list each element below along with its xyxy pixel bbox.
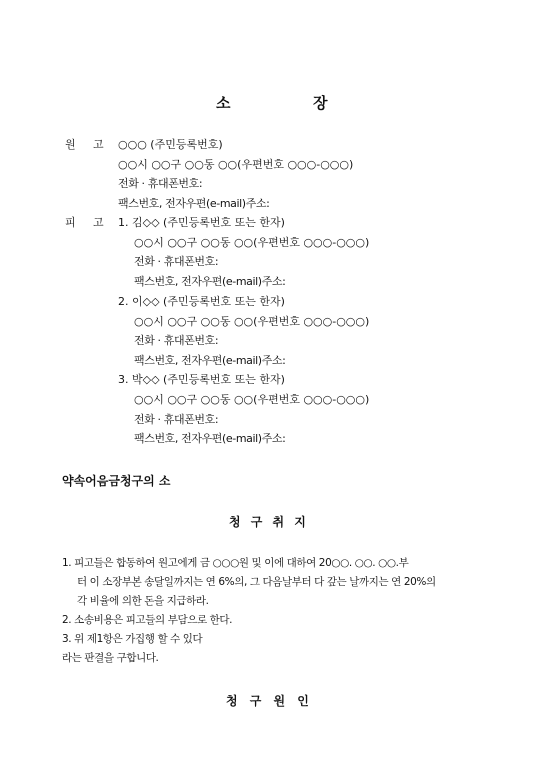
plaintiff-phone: 전화 · 휴대폰번호:: [118, 177, 203, 190]
case-name: 약속어음금청구의 소: [62, 474, 171, 488]
defendant-3-name: 3. 박◇◇ (주민등록번호 또는 한자): [118, 373, 285, 386]
title-char-jang: 장: [313, 94, 328, 112]
claim-purpose-line-6: 라는 판결을 구합니다.: [62, 652, 159, 664]
claim-purpose-line-3: 각 비율에 의한 돈을 지급하라.: [77, 595, 209, 607]
plaintiff-address: ○○시 ○○구 ○○동 ○○(우편번호 ○○○-○○○): [118, 158, 354, 171]
plaintiff-name: ○○○ (주민등록번호): [118, 138, 223, 151]
defendant-2-phone: 전화 · 휴대폰번호:: [134, 334, 219, 347]
claim-purpose-heading: 청 구 취 지: [229, 515, 306, 529]
defendant-label-1: 피: [65, 216, 76, 229]
claim-cause-heading: 청 구 원 인: [226, 694, 309, 708]
defendant-1-name: 1. 김◇◇ (주민등록번호 또는 한자): [118, 216, 285, 229]
defendant-2-name: 2. 이◇◇ (주민등록번호 또는 한자): [118, 295, 285, 308]
defendant-label-2: 고: [93, 216, 104, 229]
plaintiff-label-1: 원: [65, 138, 76, 151]
plaintiff-label-2: 고: [93, 138, 104, 151]
defendant-1-address: ○○시 ○○구 ○○동 ○○(우편번호 ○○○-○○○): [134, 236, 370, 249]
defendant-2-fax-email: 팩스번호, 전자우편(e-mail)주소:: [134, 354, 286, 367]
defendant-3-fax-email: 팩스번호, 전자우편(e-mail)주소:: [134, 432, 286, 445]
title-char-so: 소: [216, 94, 231, 112]
defendant-3-phone: 전화 · 휴대폰번호:: [134, 413, 219, 426]
claim-purpose-line-1: 1. 피고들은 합동하여 원고에게 금 ○○○원 및 이에 대하여 20○○. ○○. ○○.부: [62, 557, 409, 569]
claim-purpose-line-5: 3. 위 제1항은 가집행 할 수 있다: [62, 633, 203, 645]
defendant-1-phone: 전화 · 휴대폰번호:: [134, 255, 219, 268]
defendant-2-address: ○○시 ○○구 ○○동 ○○(우편번호 ○○○-○○○): [134, 315, 370, 328]
claim-purpose-line-4: 2. 소송비용은 피고들의 부담으로 한다.: [62, 614, 233, 626]
defendant-1-fax-email: 팩스번호, 전자우편(e-mail)주소:: [134, 275, 286, 288]
claim-purpose-line-2: 터 이 소장부본 송달일까지는 연 6%의, 그 다음날부터 다 갚는 날까지는 연 20%의: [77, 576, 436, 588]
plaintiff-fax-email: 팩스번호, 전자우편(e-mail)주소:: [118, 197, 270, 210]
defendant-3-address: ○○시 ○○구 ○○동 ○○(우편번호 ○○○-○○○): [134, 393, 370, 406]
